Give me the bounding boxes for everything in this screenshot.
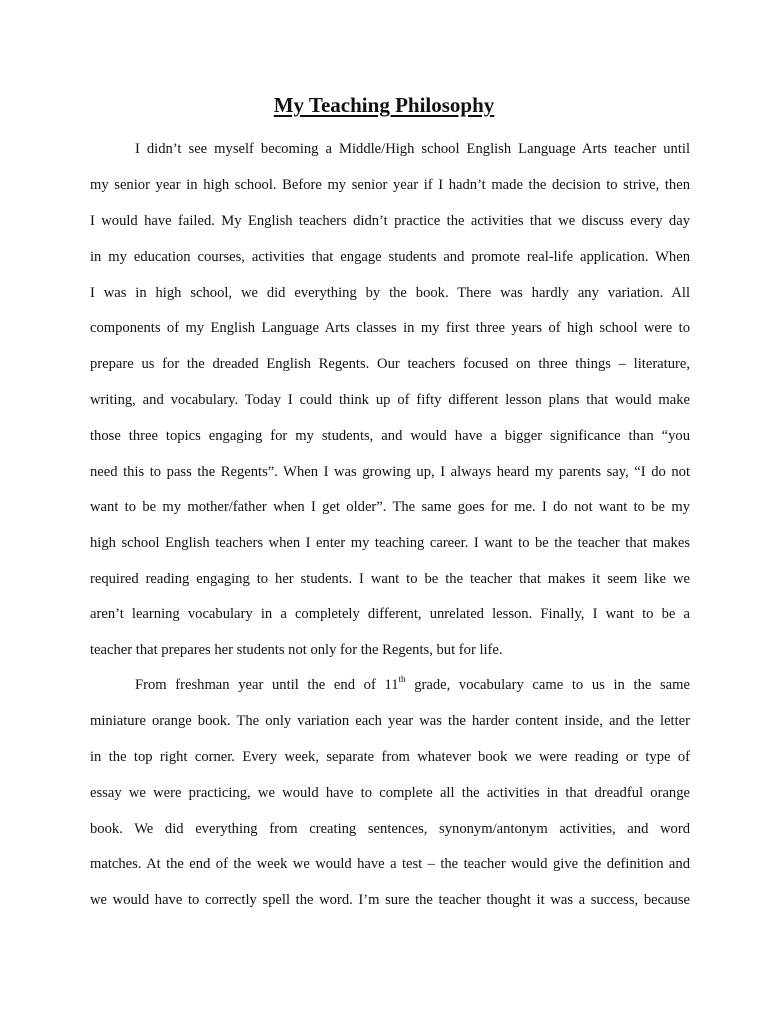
paragraph-line: need this to pass the Regents”. When I was growing up, I always heard my parents say, “I do not <box>90 464 690 480</box>
paragraph-line: matches. At the end of the week we would have a test – the teacher would give the definition and <box>90 856 690 872</box>
paragraph-text: From freshman year until the end of 11 <box>135 677 399 693</box>
paragraph-line: high school English teachers when I enter my teaching career. I want to be the teacher that makes <box>90 535 690 551</box>
paragraph-line: prepare us for the dreaded English Regents. Our teachers focused on three things – literature, <box>90 356 690 372</box>
paragraph-line: those three topics engaging for my students, and would have a bigger significance than “you <box>90 428 690 444</box>
paragraph-line: we would have to correctly spell the word. I’m sure the teacher thought it was a success, because <box>90 892 690 908</box>
paragraph-line: I was in high school, we did everything by the book. There was hardly any variation. All <box>90 285 690 301</box>
paragraph-line: I would have failed. My English teachers didn’t practice the activities that we discuss every day <box>90 213 690 229</box>
paragraph-line: teacher that prepares her students not only for the Regents, but for life. <box>90 642 503 658</box>
paragraph-line: required reading engaging to her students. I want to be the teacher that makes it seem like we <box>90 571 690 587</box>
superscript: th <box>398 675 406 685</box>
paragraph-line: in my education courses, activities that engage students and promote real-life application. When <box>90 249 690 265</box>
paragraph-line: aren’t learning vocabulary in a completely different, unrelated lesson. Finally, I want to be a <box>90 606 690 622</box>
paragraph-line: I didn’t see myself becoming a Middle/High school English Language Arts teacher until <box>135 141 690 157</box>
paragraph-line: writing, and vocabulary. Today I could think up of fifty different lesson plans that would make <box>90 392 690 408</box>
paragraph-text: grade, vocabulary came to us in the same <box>405 677 690 693</box>
paragraph-line: in the top right corner. Every week, separate from whatever book we were reading or type of <box>90 749 690 765</box>
paragraph-line: essay we were practicing, we would have to complete all the activities in that dreadful orange <box>90 785 690 801</box>
paragraph-line: components of my English Language Arts classes in my first three years of high school were to <box>90 320 690 336</box>
paragraph-line: book. We did everything from creating sentences, synonym/antonym activities, and word <box>90 821 690 837</box>
paragraph-line: want to be my mother/father when I get older”. The same goes for me. I do not want to be my <box>90 499 690 515</box>
paragraph-line: my senior year in high school. Before my senior year if I hadn’t made the decision to strive, then <box>90 177 690 193</box>
paragraph-line: miniature orange book. The only variation each year was the harder content inside, and the letter <box>90 713 690 729</box>
document-title: My Teaching Philosophy <box>273 93 495 117</box>
paragraph-line <box>90 675 690 695</box>
